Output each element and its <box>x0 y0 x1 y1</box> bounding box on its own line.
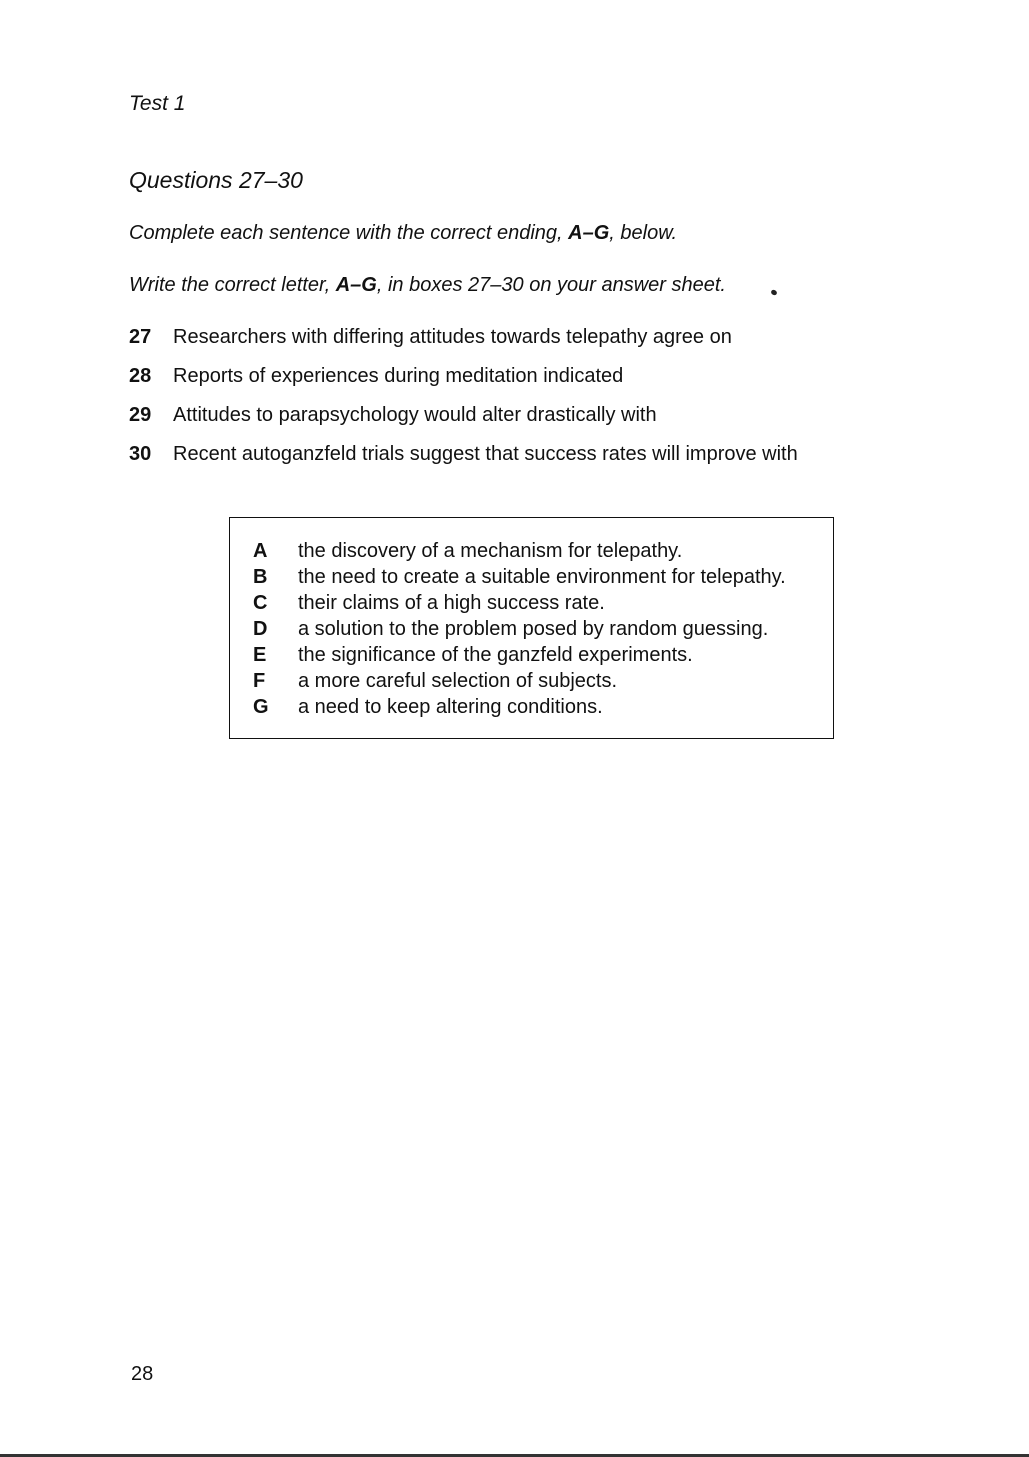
instruction-range: A–G <box>335 274 377 296</box>
ending-letter: B <box>253 566 268 588</box>
question-text: Researchers with differing attitudes towards telepathy agree on <box>173 326 732 348</box>
instruction-text: Write the correct letter, <box>129 274 336 296</box>
ending-letter: G <box>253 696 269 718</box>
instruction-text: , below. <box>609 222 678 244</box>
ending-text: the discovery of a mechanism for telepathy. <box>298 540 683 562</box>
question-list <box>129 326 798 482</box>
question-text: Recent autoganzfeld trials suggest that success rates will improve with <box>173 443 798 465</box>
instruction-complete-sentences <box>129 222 677 245</box>
page-header: Test 1 <box>129 92 186 115</box>
ending-option <box>253 618 786 644</box>
ending-text: a solution to the problem posed by random guessing. <box>298 618 769 640</box>
ending-letter: C <box>253 592 268 614</box>
ending-option <box>253 540 786 566</box>
instruction-text: , in boxes 27–30 on your answer sheet. <box>376 274 726 296</box>
question-item <box>129 443 798 482</box>
scan-mark <box>770 289 778 296</box>
ending-option <box>253 644 786 670</box>
ending-letter: D <box>253 618 268 640</box>
endings-box <box>229 517 834 739</box>
question-number: 30 <box>129 443 152 465</box>
question-number: 28 <box>129 365 152 387</box>
section-title: Questions 27–30 <box>129 167 303 193</box>
ending-letter: E <box>253 644 267 666</box>
question-item <box>129 326 798 365</box>
question-number: 29 <box>129 404 152 426</box>
endings-list <box>253 540 786 722</box>
ending-option <box>253 566 786 592</box>
instruction-text: Complete each sentence with the correct ending, <box>129 222 569 244</box>
instruction-range: A–G <box>568 222 610 244</box>
ending-letter: F <box>253 670 266 692</box>
ending-text: a need to keep altering conditions. <box>298 696 603 718</box>
ending-option <box>253 696 786 722</box>
question-text: Attitudes to parapsychology would alter drastically with <box>173 404 657 426</box>
ending-letter: A <box>253 540 268 562</box>
ending-text: the need to create a suitable environment for telepathy. <box>298 566 786 588</box>
ending-text: a more careful selection of subjects. <box>298 670 618 692</box>
page-number: 28 <box>131 1363 154 1385</box>
question-text: Reports of experiences during meditation indicated <box>173 365 624 387</box>
question-item <box>129 365 798 404</box>
ending-text: their claims of a high success rate. <box>298 592 605 614</box>
question-number: 27 <box>129 326 152 348</box>
instruction-answer-sheet <box>129 274 726 297</box>
ending-option <box>253 670 786 696</box>
ending-text: the significance of the ganzfeld experiments. <box>298 644 693 666</box>
ending-option <box>253 592 786 618</box>
question-item <box>129 404 798 443</box>
